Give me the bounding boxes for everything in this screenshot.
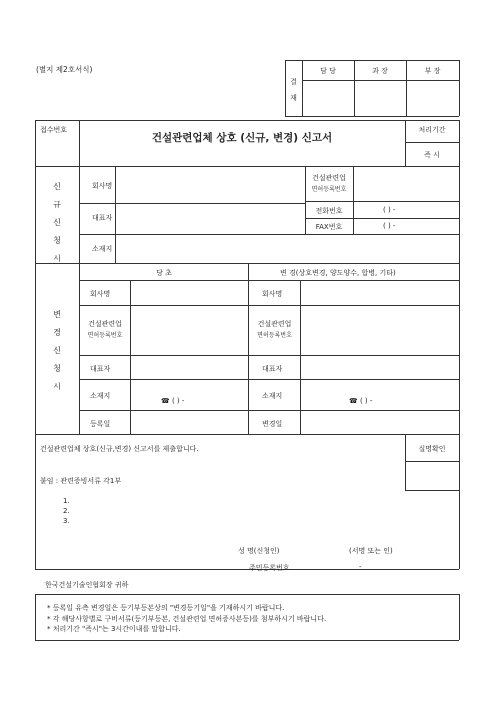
before-representative-field[interactable] (132, 357, 247, 378)
resident-no-field[interactable]: - (359, 563, 362, 571)
processing-period-value: 즉 시 (424, 151, 440, 159)
before-license-no-field[interactable] (132, 307, 247, 354)
after-representative-label: 대표자 (262, 365, 283, 373)
after-license-no-field[interactable] (302, 307, 458, 354)
signer-name-label: 성 명(신청인) (238, 547, 280, 555)
new-fax-label: FAX번호 (315, 223, 343, 231)
approval-sign-director[interactable] (407, 81, 458, 115)
declaration-text: 건설관련업체 상호(신규,변경) 신고서를 제출합니다. (40, 445, 199, 453)
before-phone-field[interactable]: ☎ ( ) - (161, 397, 185, 405)
approval-sign-staff[interactable] (303, 81, 353, 115)
list-item: 1. (63, 497, 70, 505)
after-header: 변 경(상호변경, 양도양수, 합병, 기타) (280, 269, 396, 277)
after-company-name-label: 회사명 (262, 290, 283, 298)
new-phone-label: 전화번호 (315, 207, 343, 215)
attachment-text: 붙임 : 관련증빙서류 각1부 (40, 477, 122, 485)
approval-col-staff: 담 당 (320, 67, 336, 75)
after-company-name-field[interactable] (302, 282, 458, 304)
signature-confirm-box[interactable] (407, 463, 458, 489)
recipient-text: 한국건설기술인협회장 귀하 (45, 581, 129, 589)
before-company-name-field[interactable] (132, 282, 247, 304)
new-company-name-label: 회사명 (92, 182, 113, 190)
new-address-field[interactable] (117, 236, 457, 262)
before-license-no-label: 건설관련업 면허등록번호 (87, 320, 123, 339)
change-section-side-label: 변 경 신 청 시 (53, 310, 61, 391)
before-address-label: 소재지 (90, 392, 111, 400)
approval-col-manager: 과 장 (372, 67, 388, 75)
after-license-no-label: 건설관련업 면허등록번호 (257, 320, 292, 339)
numbered-items (63, 496, 70, 526)
form-title: 건설관련업체 상호 (신규, 변경) 신고서 (151, 132, 333, 144)
form-code: (별지 제2호서식) (36, 65, 93, 74)
list-item: 3. (63, 517, 70, 525)
list-item: 2. (63, 507, 70, 515)
new-section-side-label: 신 규 신 청 시 (53, 182, 61, 263)
phone-icon: ☎ (349, 397, 358, 405)
signature-confirm-label: 실명확인 (418, 445, 446, 453)
new-license-no-label: 건설관련업 면허등록번호 (311, 174, 347, 193)
new-representative-field[interactable] (117, 205, 303, 233)
approval-label: 결 재 (290, 78, 297, 102)
new-fax-field[interactable]: ( ) - (383, 222, 396, 230)
registration-date-field[interactable] (132, 412, 247, 433)
before-company-name-label: 회사명 (90, 290, 111, 298)
new-company-name-field[interactable] (117, 168, 303, 201)
note-line: * 등록일 유측 변경일은 등기부등본상의 "변경등기일"을 기재하시기 바랍니다. (47, 604, 285, 612)
registration-date-label: 등록일 (90, 420, 111, 428)
approval-col-director: 부 장 (424, 67, 441, 75)
sign-or-seal-label[interactable]: (서명 또는 인) (349, 547, 393, 555)
phone-icon: ☎ (161, 397, 170, 405)
after-representative-field[interactable] (302, 357, 458, 378)
resident-no-label: 주민등록번호 (249, 564, 290, 572)
after-phone-field[interactable]: ☎ ( ) - (349, 397, 373, 405)
approval-sign-manager[interactable] (355, 81, 405, 115)
change-date-field[interactable] (302, 412, 458, 433)
note-line: * 처리기간 "즉시"는 3시간이내를 말합니다. (47, 625, 181, 633)
before-representative-label: 대표자 (90, 365, 111, 373)
new-license-no-field[interactable] (355, 168, 457, 200)
new-phone-field[interactable]: ( ) - (383, 206, 396, 214)
receipt-no-label: 접수번호 (40, 126, 68, 134)
new-representative-label: 대표자 (92, 214, 113, 222)
processing-period-label: 처리기간 (418, 126, 446, 134)
note-line: * 각 해당사항별로 구비서류(등기부등본, 건설관련업 면허증사본등)를 첨부하시기 바랍니다. (47, 614, 327, 623)
new-address-label: 소재지 (92, 245, 113, 253)
after-address-label: 소재지 (262, 392, 283, 400)
before-header: 당 초 (156, 269, 172, 277)
change-date-label: 변경일 (262, 420, 283, 428)
